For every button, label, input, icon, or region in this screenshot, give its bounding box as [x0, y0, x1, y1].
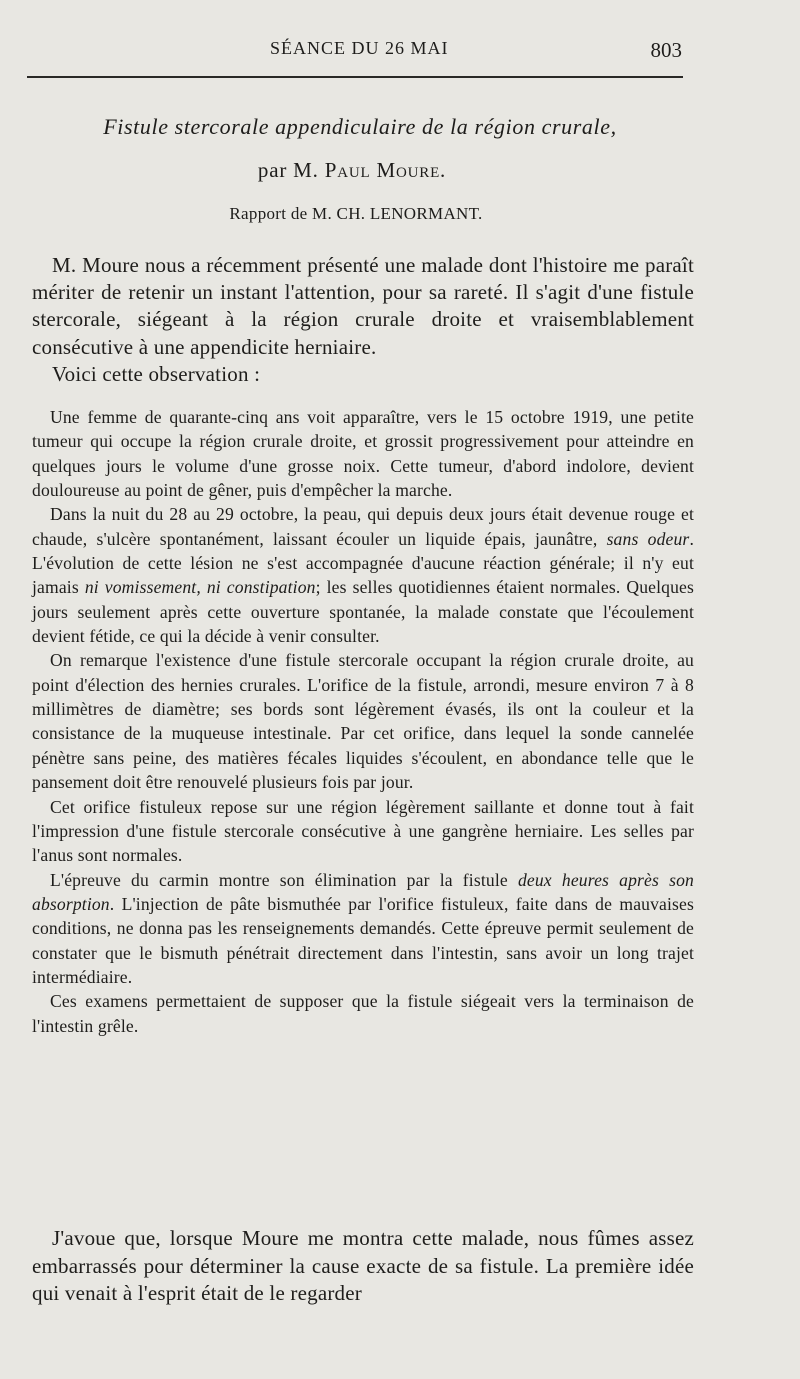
closing-paragraph: J'avoue que, lorsque Moure me montra cette malade, nous fûmes assez embarrassés pour déterminer la cause exacte de sa fistule. La première idée qui venait à l'esprit était de le regarder	[32, 1226, 694, 1306]
page-number: 803	[650, 38, 682, 62]
intro-section	[32, 252, 694, 388]
observation-paragraph: Une femme de quarante-cinq ans voit apparaître, vers le 15 octobre 1919, une petite tumeur qui occupe la région crurale droite, et grossit progressivement pour atteindre en quelques jours le volume d'une grosse noix. Cette tumeur, d'abord indolore, devient douloureuse au point de gêner, puis d'empêcher la marche.	[32, 407, 694, 501]
observation-paragraph: Cet orifice fistuleux repose sur une région légèrement saillante et donne tout à fait l'impression d'une fistule stercorale consécutive à une gangrène herniaire. Les selles par l'anus sont normales.	[32, 796, 694, 866]
author-name: Paul Moure.	[324, 158, 447, 182]
observation-paragraph	[32, 868, 694, 990]
observation-paragraph: Ces examens permettaient de supposer que la fistule siégeait vers la terminaison de l'intestin grêle.	[32, 991, 694, 1036]
article-title: Fistule stercorale appendiculaire de la région crurale,	[103, 114, 617, 139]
italic-run: ni vomissement, ni constipation	[84, 577, 316, 598]
text-run: L'épreuve du carmin montre son élimination par la fistule	[50, 869, 518, 890]
running-title: SÉANCE DU 26 MAI	[270, 38, 449, 58]
text-run: . L'évolution de cette lésion ne s'est accompagnée d'aucune réaction générale; il n'y eut jamais	[32, 528, 694, 598]
italic-run: deux heures après son absorption	[32, 869, 694, 914]
intro-paragraph: Voici cette observation :	[52, 361, 261, 386]
observation-paragraph: On remarque l'existence d'une fistule stercorale occupant la région crurale droite, au point d'élection des hernies crurales. L'orifice de la fistule, arrondi, mesure environ 7 à 8 millimètres de diamètre; ses bords sont légèrement évasés, ils ont la couleur et la consistance de la muqueuse intestinale. Par cet orifice, dans lequel la sonde cannelée pénètre sans peine, des matières fécales liquides s'écoulent, en abondance telle que le pansement doit être renouvelé plusieurs fois par jour.	[32, 650, 694, 793]
byline-prefix: par M.	[257, 158, 319, 182]
byline	[0, 158, 704, 183]
intro-paragraph: M. Moure nous a récemment présenté une malade dont l'histoire me paraît mériter de retenir un instant l'attention, pour sa rareté. Il s'agit d'une fistule stercorale, siégeant à la région crurale droite et vraisemblablement consécutive à une appendicite herniaire.	[32, 253, 694, 359]
italic-run: sans odeur	[606, 528, 690, 549]
closing-section	[32, 1225, 694, 1308]
text-run: Dans la nuit du 28 au 29 octobre, la peau, qui depuis deux jours était devenue rouge et chaude, s'ulcère spontanément, laissant écouler un liquide épais, jaunâtre,	[32, 504, 694, 549]
running-head	[0, 38, 800, 62]
report-line: Rapport de M. CH. LENORMANT.	[229, 204, 483, 223]
observation-section	[32, 405, 694, 1038]
text-run: . L'injection de pâte bismuthée par l'orifice fistuleux, faite dans de mauvaises conditions, ne donna pas les renseignements demandés. Cette épreuve permit seulement de constater que le bismuth pénétrait directement dans l'intestin, sans avoir un long trajet intermédiaire.	[32, 893, 694, 987]
observation-paragraph	[32, 502, 694, 648]
text-run: ; les selles quotidiennes étaient normales. Quelques jours seulement après cette ouverture spontanée, la malade constate que l'écoulement devient fétide, ce qui la décide à venir consulter.	[32, 577, 694, 647]
header-rule	[27, 76, 683, 78]
